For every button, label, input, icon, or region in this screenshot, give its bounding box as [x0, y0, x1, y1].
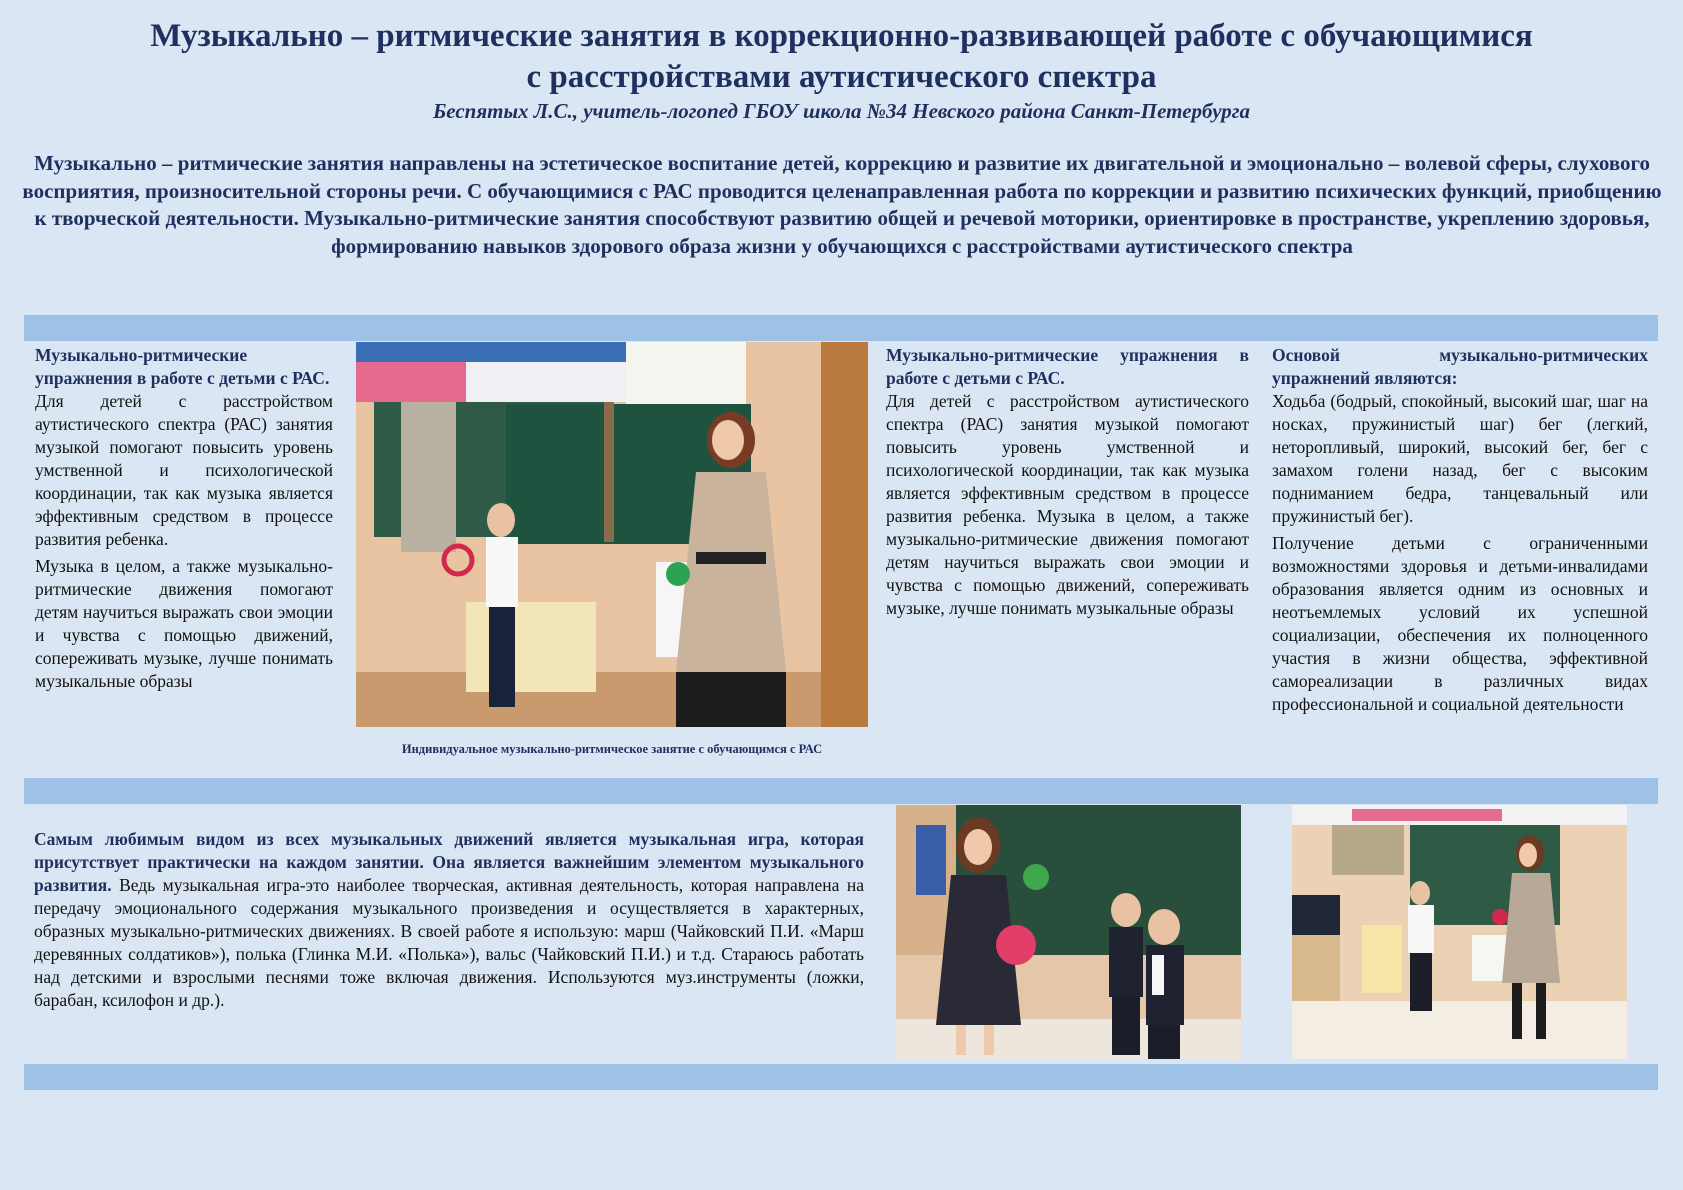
photo-ball-game: [896, 805, 1241, 1059]
column-3-heading: Музыкально-ритмические упражнения в работе с детьми с РАС.: [886, 345, 1249, 388]
bottom-paragraph: [34, 828, 864, 1012]
author-line: Беспятых Л.С., учитель-логопед ГБОУ школа №34 Невского района Санкт-Петербурга: [432, 99, 1251, 123]
column-1-heading: Музыкально-ритмические упражнения в работе с детьми с РАС.: [35, 345, 330, 388]
column-4: [1272, 344, 1648, 716]
column-1-paragraph-1: Для детей с расстройством аутистического спектра (РАС) занятия музыкой помогают повысить уровень умственной и психологической координации, так как музыка является эффективным средством в процессе развития ребенка.: [35, 391, 333, 549]
column-3-paragraph-1: Для детей с расстройством аутистического спектра (РАС) занятия музыкой помогают повысить уровень умственной и психологической координации, так как музыка является эффективным средством в процессе развития ребенка. Музыка в целом, а также музыкально-ритмические движения помогают детям научиться выражать свои эмоции и чувства с помощью движений, сопереживать музыке, лучше понимать музыкальные образы: [886, 391, 1249, 618]
column-4-heading: Основой музыкально-ритмических упражнений являются:: [1272, 345, 1648, 388]
column-4-paragraph-1: Ходьба (бодрый, спокойный, высокий шаг, шаг на носках, пружинистый шаг) бег (легкий, неторопливый, широкий, высокий бег, бег с замахом голени назад, бег с высоким подниманием бедра, танцевальный или пружинистый бег).: [1272, 391, 1648, 526]
column-1: [35, 344, 333, 693]
column-1-paragraph-2: Музыка в целом, а также музыкально-ритмические движения помогают детям научиться выражать свои эмоции и чувства с помощью движений, сопереживать музыке, лучше понимать музыкальные образы: [35, 556, 333, 691]
intro-paragraph: Музыкально – ритмические занятия направлены на эстетическое воспитание детей, коррекцию и развитие их двигательной и эмоционально – волевой сферы, слухового восприятия, произносительной стороны речи. С обучающимися с РАС проводится целенаправленная работа по коррекции и развитию психических функций, приобщению к творческой деятельности. Музыкально-ритмические занятия способствуют развитию общей и речевой моторики, ориентировке в пространстве, укреплению здоровья, формированию навыков здорового образа жизни у обучающихся с расстройствами аутистического спектра: [22, 151, 1662, 258]
divider-band-top: [24, 315, 1658, 341]
bottom-paragraph-rest: Ведь музыкальная игра-это наиболее творческая, активная деятельность, которая направлена на передачу эмоционального содержания музыкального произведения и осуществляется в характерных, образных музыкально-ритмических движениях. В своей работе я использую: марш (Чайковский П.И. «Марш деревянных солдатиков»), полька (Глинка М.И. «Полька»), вальс (Чайковский П.И.) и т.д. Стараюсь работать над детскими и взрослыми песнями тоже включая движения. Используются муз.инструменты (ложки, барабан, ксилофон и др.).: [34, 875, 864, 1010]
bottom-paragraph-lead: Самым любимым видом из всех музыкальных движений является музыкальная игра, которая присутствует практически на каждом занятии. Она является важнейшим элементом музыкального развития.: [34, 829, 864, 895]
photo-caption: Индивидуальное музыкально-ритмическое занятие с обучающимся с РАС: [401, 742, 823, 756]
column-3: [886, 344, 1249, 620]
divider-band-bottom: [24, 1064, 1658, 1090]
poster-title: [40, 16, 1643, 98]
photo-individual-lesson: [356, 342, 868, 727]
divider-band-middle: [24, 778, 1658, 804]
poster-title-line-1: Музыкально – ритмические занятия в коррекционно-развивающей работе с обучающимися: [150, 18, 1533, 54]
photo-classroom-activity: [1292, 805, 1627, 1059]
column-4-paragraph-2: Получение детьми с ограниченными возможностями здоровья и детьми-инвалидами образования является одним из основных и неотъемлемых условий их успешной социализации, обеспечения их полноценного участия в жизни общества, эффективной самореализации в различных видах профессиональной и социальной деятельности: [1272, 533, 1648, 714]
poster-title-line-2: с расстройствами аутистического спектра: [526, 59, 1157, 95]
